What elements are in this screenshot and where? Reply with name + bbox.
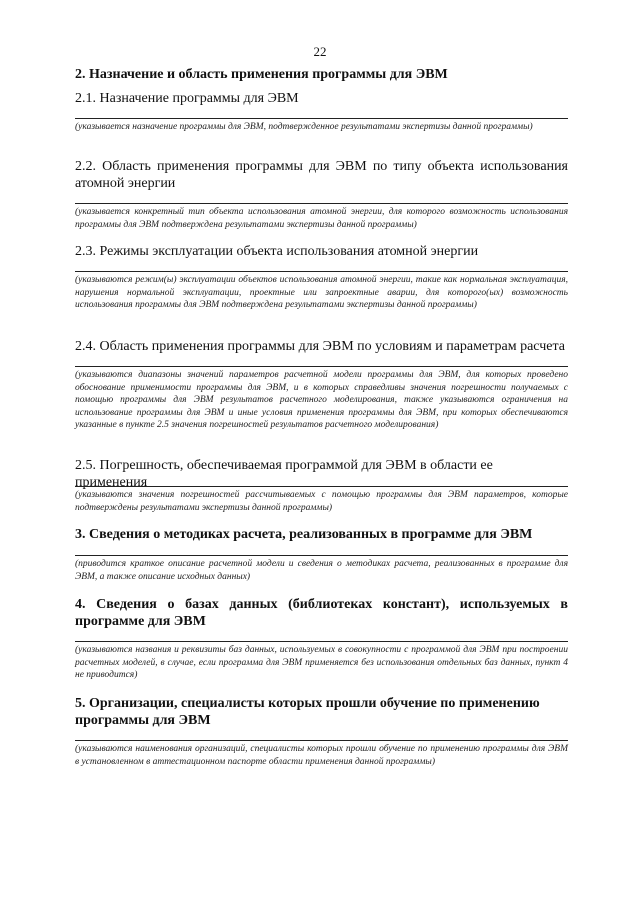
fill-line — [75, 118, 568, 119]
section-2-4-note: (указываются диапазоны значений параметров расчетной модели программы для ЭВМ, для которых проведено обоснование применимости программы для ЭВМ, и в которых справедливы значения погрешности получаемых с помощью программы для ЭВМ результатов расчетного моделирования, также указываются ограничения на использование программы для ЭВМ и иные условия применения программы для ЭВМ, при которых обеспечиваются указанные в пункте 2.5 значения погрешностей результатов расчетного моделирования) — [75, 370, 568, 431]
section-2-3-heading: 2.3. Режимы эксплуатации объекта использования атомной энергии — [75, 244, 479, 259]
section-5-note: (указываются наименования организаций, специалисты которых прошли обучение по применению программы для ЭВМ в установленном в аттестационном паспорте области применения данной программы) — [75, 744, 568, 767]
fill-line — [75, 366, 568, 367]
section-3-heading: 3. Сведения о методиках расчета, реализованных в программе для ЭВМ — [75, 527, 533, 542]
section-2-4-heading: 2.4. Область применения программы для ЭВМ по условиям и параметрам расчета — [75, 339, 565, 354]
fill-line — [75, 641, 568, 642]
section-4-note: (указываются названия и реквизиты баз данных, используемых в совокупности с программой для ЭВМ при построении расчетных моделей, в случае, если программа для ЭВМ применяется без использования отдельных баз данных, пункт 4 не приводится) — [75, 645, 568, 681]
section-2-2-heading: 2.2. Область применения программы для ЭВМ по типу объекта использования атомной энергии — [75, 159, 568, 191]
section-2-3-note: (указываются режим(ы) эксплуатации объектов использования атомной энергии, такие как нормальная эксплуатация, нарушения нормальной эксплуатации, проектные или запроектные аварии, для которого(ых) возможность использования программы для ЭВМ подтверждена результатами экспертизы данной программы) — [75, 275, 568, 311]
section-2-heading: 2. Назначение и область применения программы для ЭВМ — [75, 67, 448, 82]
fill-line — [75, 486, 568, 487]
fill-line — [75, 203, 568, 204]
section-2-2-note: (указывается конкретный тип объекта использования атомной энергии, для которого возможность использования программы для ЭВМ подтверждена результатами экспертизы данной программы) — [75, 207, 568, 230]
fill-line — [75, 555, 568, 556]
section-4-heading: 4. Сведения о базах данных (библиотеках констант), используемых в программе для ЭВМ — [75, 597, 568, 629]
fill-line — [75, 740, 568, 741]
section-3-note: (приводится краткое описание расчетной модели и сведения о методиках расчета, реализованных в программе для ЭВМ, а также описание исходных данных) — [75, 559, 568, 582]
section-5-heading: 5. Организации, специалисты которых прошли обучение по применению программы для ЭВМ — [75, 696, 540, 728]
section-2-1-heading: 2.1. Назначение программы для ЭВМ — [75, 91, 299, 106]
section-2-5-heading: 2.5. Погрешность, обеспечиваемая программой для ЭВМ в области ее применения — [75, 458, 493, 490]
section-2-5-note: (указываются значения погрешностей рассчитываемых с помощью программы для ЭВМ параметров, которые подтверждены результатами экспертизы данной программы) — [75, 490, 568, 513]
fill-line — [75, 271, 568, 272]
section-2-1-note: (указывается назначение программы для ЭВМ, подтвержденное результатами экспертизы данной программы) — [75, 122, 533, 132]
page-number: 22 — [313, 44, 327, 59]
